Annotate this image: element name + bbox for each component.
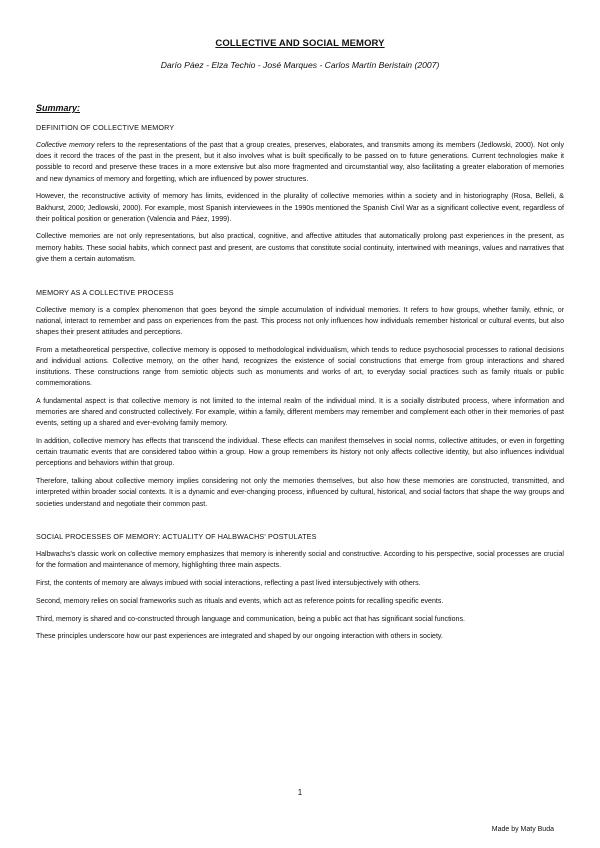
paragraph-text: refers to the representations of the past that a group creates, preserves, elaborates, and transmits among its members (Jedlowski, 2000). Not only does it record the traces of the past in the present, but it also involves what is built specifically to be passed on to future generations. Current technologies make it possible to record and preserve these traces in a more extensive but also more fragmented and circumstantial way, also facilitating a greater elaboration of memories and new dynamics of memory and forgetting, which are influenced by power structures. [36,142,564,183]
emphasis-term: Collective memory [36,142,95,149]
paragraph: From a metatheoretical perspective, collective memory is opposed to methodological individualism, which tends to reduce psychosocial processes to rational decisions and individual actions. Collective memory, on the other hand, recognizes the existence of social constructions that emerge from group interactions and shared institutions. These constructions range from semiotic objects such as monuments and works of art, to everyday social practices such as family rituals or public commemorations. [36,346,564,388]
paragraph: These principles underscore how our past experiences are integrated and shaped by our ongoing interaction with others in society. [36,633,443,641]
paragraph: Collective memory is a complex phenomenon that goes beyond the simple accumulation of individual memories. It refers to how groups, whether family, ethnic, or national, interact to remember and pass on experiences from the past. This process not only influences how individuals remember historical or cultural events, but also shapes their present attitudes and perceptions. [36,306,564,336]
paragraph: However, the reconstructive activity of memory has limits, evidenced in the plurality of collective memories within a society and in historiography (Rosa, Belleli, & Bakhurst, 2000; Jedlowski, 2000). For example, most Spanish interviewees in the 1990s mentioned the Spanish Civil War as a significant collective event, regardless of their political position or generation (Valencia and Páez, 1999). [36,193,564,223]
paragraph: Therefore, talking about collective memory implies considering not only the memories themselves, but also how these memories are constructed, transmitted, and interpreted within broader social contexts. It is a dynamic and ever-changing process, influenced by cultural, historical, and social factors that shape the way groups and societies understand and negotiate their common past. [36,478,564,508]
section-heading-halbwachs: SOCIAL PROCESSES OF MEMORY: ACTUALITY OF HALBWACHS' POSTULATES [36,532,317,542]
paragraph: Second, memory relies on social frameworks such as rituals and events, which act as reference points for recalling specific events. [36,597,444,605]
summary-label: Summary: [36,103,81,113]
paragraph [36,140,564,185]
document-authors: Darío Páez - Elza Techio - José Marques - Carlos Martín Beristain (2007) [160,60,440,70]
paragraph: First, the contents of memory are always imbued with social interactions, reflecting a past lived intersubjectively with others. [36,580,421,588]
paragraph: Collective memories are not only representations, but also practical, cognitive, and affective attitudes that automatically prolong past experiences in the present, as memory habits. These social habits, which connect past and present, are customs that constitute social continuity, intertwined with meanings, values and narratives that give them a certain automatism. [36,233,564,263]
made-by-credit: Made by Maty Buda [491,826,554,833]
paragraph: Halbwachs's classic work on collective memory emphasizes that memory is inherently social and constructive. According to his perspective, social processes are crucial for the formation and maintenance of memory, highlighting three main aspects. [36,551,564,570]
document-body [36,103,564,649]
paragraph: Third, memory is shared and co-constructed through language and communication, being a public act that has significant social functions. [36,615,465,623]
page-number: 1 [297,788,303,797]
section-heading-definition: DEFINITION OF COLLECTIVE MEMORY [36,123,175,132]
document-title: COLLECTIVE AND SOCIAL MEMORY [215,38,385,49]
paragraph: A fundamental aspect is that collective memory is not limited to the internal realm of the individual mind. It is a socially distributed process, where information and memories are shared and constructed collectively. For example, within a family, different members may remember and complement each other in their memories of past events, setting up a shared and ever-evolving family memory. [36,397,564,428]
section-heading-collective-process: MEMORY AS A COLLECTIVE PROCESS [36,287,174,297]
paragraph: In addition, collective memory has effects that transcend the individual. These effects can manifest themselves in social norms, collective attitudes, or even in forgetting certain traumatic events that are considered taboo within a group. How a group remembers its history not only affects collective identity, but also influences individual perceptions and behaviors within that group. [36,438,564,468]
